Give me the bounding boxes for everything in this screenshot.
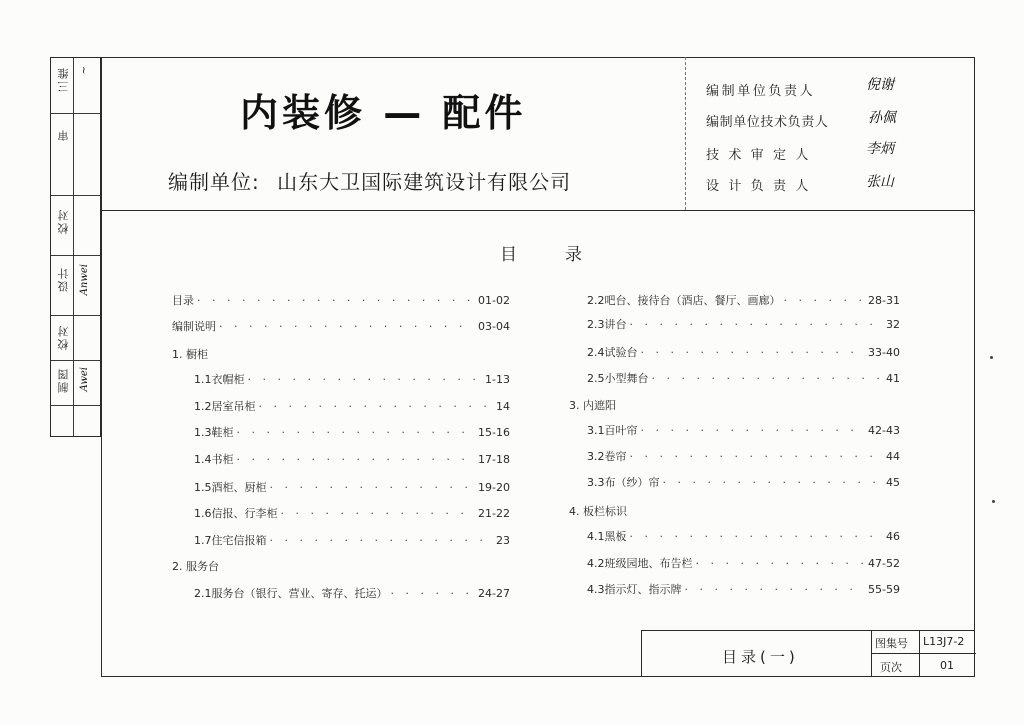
toc-entry[interactable] <box>587 474 900 490</box>
toc-entry[interactable] <box>194 505 510 521</box>
strip-signature: Awei <box>79 367 90 392</box>
toc-entry-label: 3.1百叶帘 <box>587 424 638 437</box>
toc-entry-label: 4.3指示灯、指示牌 <box>587 583 682 596</box>
leader-dots <box>270 481 476 494</box>
toc-entry-label: 3.3布（纱）帘 <box>587 476 660 489</box>
title-block-divider <box>871 653 976 654</box>
approval-strip <box>50 57 101 437</box>
leader-dots <box>652 372 884 385</box>
toc-entry[interactable] <box>194 451 510 467</box>
toc-entry[interactable] <box>587 528 900 544</box>
toc-entry-pages: 23 <box>496 534 510 547</box>
header-vertical-divider <box>685 57 686 210</box>
toc-entry-pages: 17-18 <box>478 453 510 466</box>
toc-entry[interactable] <box>587 422 900 438</box>
leader-dots <box>630 318 884 331</box>
strip-row <box>51 256 100 316</box>
toc-entry-pages: 1-13 <box>485 373 510 386</box>
title-block-divider <box>919 631 920 677</box>
responsibility-role: 编制单位技术负责人 <box>706 115 829 130</box>
toc-section-heading: 1. 橱柜 <box>172 348 208 361</box>
compiling-unit-name: 山东大卫国际建筑设计有限公司 <box>277 170 572 194</box>
leader-dots <box>391 587 476 600</box>
toc-entry-label: 1.3鞋柜 <box>194 426 234 439</box>
toc-entry-label: 目录 <box>172 294 194 307</box>
toc-entry[interactable] <box>194 371 510 387</box>
toc-entry-label: 3.2卷帘 <box>587 450 627 463</box>
strip-row <box>51 316 100 361</box>
leader-dots <box>281 507 476 520</box>
responsibility-signature: 李炳 <box>866 141 894 157</box>
toc-entry-pages: 46 <box>886 530 900 543</box>
toc-entry[interactable] <box>194 479 510 495</box>
toc-entry-label: 2.2吧台、接待台（酒店、餐厅、画廊） <box>587 294 781 307</box>
toc-entry-label: 2.3讲台 <box>587 318 627 331</box>
toc-entry[interactable] <box>587 292 900 308</box>
toc-entry-label: 1.6信报、行李柜 <box>194 507 278 520</box>
leader-dots <box>784 294 866 307</box>
toc-entry-pages: 28-31 <box>868 294 900 307</box>
leader-dots <box>663 476 884 489</box>
page-label: 页次 <box>880 661 902 674</box>
toc-entry[interactable] <box>587 581 900 597</box>
responsibility-signature: 孙佩 <box>868 110 896 126</box>
strip-row <box>51 196 100 256</box>
toc-entry-label: 2.5小型舞台 <box>587 372 649 385</box>
scan-mark <box>990 356 993 359</box>
toc-entry-label: 2.4试验台 <box>587 346 638 359</box>
toc-entry-pages: 14 <box>496 400 510 413</box>
toc-section-heading: 2. 服务台 <box>172 560 219 573</box>
toc-title: 目录 <box>500 245 630 265</box>
leader-dots <box>259 400 494 413</box>
toc-entry-pages: 41 <box>886 372 900 385</box>
toc-entry-pages: 03-04 <box>478 320 510 333</box>
toc-entry-label: 1.5酒柜、厨柜 <box>194 481 267 494</box>
page-number: 01 <box>940 659 954 672</box>
leader-dots <box>630 450 884 463</box>
leader-dots <box>696 557 866 570</box>
toc-entry-pages: 55-59 <box>868 583 900 596</box>
leader-dots <box>641 346 866 359</box>
leader-dots <box>248 373 483 386</box>
atlas-number-label: 图集号 <box>875 637 908 650</box>
toc-entry[interactable] <box>172 318 510 334</box>
toc-entry[interactable] <box>194 398 510 414</box>
toc-entry-pages: 47-52 <box>868 557 900 570</box>
toc-entry[interactable] <box>587 370 900 386</box>
scan-mark <box>992 500 995 503</box>
toc-entry-label: 1.7住宅信报箱 <box>194 534 267 547</box>
toc-entry-pages: 44 <box>886 450 900 463</box>
responsibility-signature: 张山 <box>866 174 894 190</box>
leader-dots <box>197 294 475 307</box>
document-title: 内装修 — 配件 <box>240 91 527 135</box>
toc-entry-label: 1.1衣帽柜 <box>194 373 245 386</box>
toc-section-heading: 3. 内遮阳 <box>569 399 616 412</box>
strip-label: 审 <box>57 128 70 141</box>
toc-entry-label: 1.4书柜 <box>194 453 234 466</box>
toc-entry-pages: 24-27 <box>478 587 510 600</box>
toc-entry-pages: 01-02 <box>478 294 510 307</box>
leader-dots <box>237 426 476 439</box>
title-block-divider <box>871 631 872 677</box>
leader-dots <box>685 583 866 596</box>
atlas-number: L13J7-2 <box>923 635 965 648</box>
strip-label: 校对 <box>57 324 70 350</box>
strip-label: 设计 <box>57 266 70 292</box>
responsibility-role: 编制单位负责人 <box>706 84 816 99</box>
toc-entry[interactable] <box>587 316 900 332</box>
leader-dots <box>219 320 475 333</box>
compiling-unit <box>168 166 571 195</box>
responsibility-role: 设 计 负 责 人 <box>706 179 811 194</box>
title-block <box>641 630 975 677</box>
toc-entry[interactable] <box>587 448 900 464</box>
responsibility-role: 技 术 审 定 人 <box>706 148 811 163</box>
toc-entry[interactable] <box>587 555 900 571</box>
toc-section-heading: 4. 板栏标识 <box>569 505 627 518</box>
strip-label: 三维 <box>57 66 70 92</box>
header-divider <box>101 210 975 211</box>
responsibility-signature: 倪谢 <box>866 77 894 93</box>
toc-entry-label: 4.2班级园地、布告栏 <box>587 557 693 570</box>
strip-row <box>51 361 100 406</box>
toc-entry[interactable] <box>172 292 510 308</box>
toc-entry-pages: 45 <box>886 476 900 489</box>
leader-dots <box>641 424 866 437</box>
strip-label: 校对 <box>57 208 70 234</box>
toc-entry-pages: 33-40 <box>868 346 900 359</box>
leader-dots <box>237 453 476 466</box>
compiling-unit-label: 编制单位: <box>168 170 260 194</box>
toc-entry[interactable] <box>587 344 900 360</box>
toc-entry-pages: 15-16 <box>478 426 510 439</box>
toc-entry-pages: 19-20 <box>478 481 510 494</box>
sheet-title: 目录(一) <box>722 648 799 666</box>
strip-row <box>51 114 100 196</box>
toc-entry-label: 4.1黑板 <box>587 530 627 543</box>
toc-entry-pages: 32 <box>886 318 900 331</box>
strip-signature: ~ <box>79 66 90 75</box>
toc-entry[interactable] <box>194 532 510 548</box>
toc-entry[interactable] <box>194 585 510 601</box>
toc-entry-label: 1.2居室吊柜 <box>194 400 256 413</box>
toc-entry[interactable] <box>194 424 510 440</box>
strip-row <box>51 58 100 114</box>
strip-label: 制图 <box>57 367 70 393</box>
toc-entry-label: 2.1服务台（银行、营业、寄存、托运） <box>194 587 388 600</box>
leader-dots <box>270 534 494 547</box>
toc-entry-pages: 42-43 <box>868 424 900 437</box>
leader-dots <box>630 530 884 543</box>
strip-signature: Anwei <box>79 264 90 296</box>
toc-entry-pages: 21-22 <box>478 507 510 520</box>
toc-entry-label: 编制说明 <box>172 320 216 333</box>
